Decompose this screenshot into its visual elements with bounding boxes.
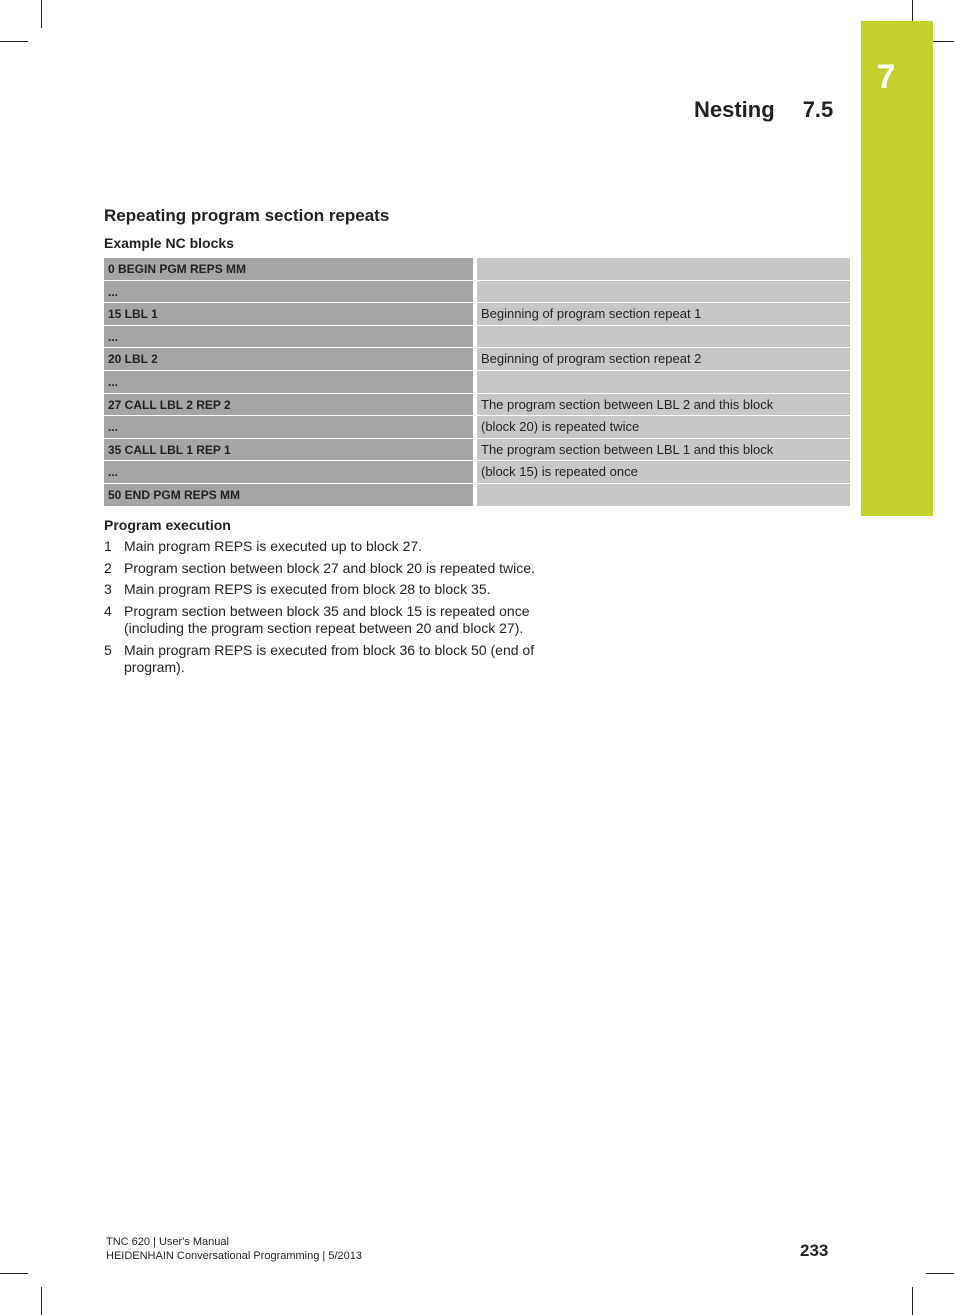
footer-text (106, 1235, 362, 1263)
running-header (694, 97, 833, 123)
step-number: 5 (104, 641, 112, 658)
page-number: 233 (800, 1241, 829, 1260)
footer-line-2: HEIDENHAIN Conversational Programming | 5/2013 (106, 1250, 362, 1262)
nc-comment-cell (477, 371, 850, 394)
list-item (104, 642, 544, 677)
example-heading: Example NC blocks (104, 235, 234, 251)
table-row (104, 484, 850, 507)
step-text: Main program REPS is executed from block 28 to block 35. (124, 581, 491, 597)
nc-code-cell: 0 BEGIN PGM REPS MM (104, 258, 473, 281)
execution-heading: Program execution (104, 517, 231, 533)
step-text: Main program REPS is executed up to block 27. (124, 538, 423, 554)
nc-comment-cell (477, 484, 850, 507)
nc-code-cell: 15 LBL 1 (104, 303, 473, 326)
nc-code-cell: 27 CALL LBL 2 REP 2 (104, 394, 473, 417)
table-row (104, 258, 850, 281)
step-number: 2 (104, 559, 112, 576)
step-text: Program section between block 35 and block 15 is repeated once (including the program section repeat between 20 and block 27). (124, 602, 530, 636)
crop-mark (0, 1273, 28, 1274)
list-item (104, 560, 544, 578)
table-row (104, 416, 850, 439)
table-row (104, 348, 850, 371)
table-row (104, 461, 850, 484)
footer-line-1: TNC 620 | User's Manual (106, 1236, 229, 1248)
list-item (104, 603, 544, 638)
step-text: Program section between block 27 and block 20 is repeated twice. (124, 559, 535, 576)
nc-code-cell: 35 CALL LBL 1 REP 1 (104, 439, 473, 462)
running-header-section-number: 7.5 (802, 97, 834, 122)
table-row (104, 326, 850, 349)
nc-comment-cell: The program section between LBL 1 and this block (477, 439, 850, 462)
step-text: Main program REPS is executed from block 36 to block 50 (end of program). (124, 641, 535, 675)
execution-steps (104, 538, 544, 681)
nc-comment-cell: The program section between LBL 2 and this block (477, 394, 850, 417)
nc-code-cell: ... (104, 326, 473, 349)
nc-code-cell: ... (104, 416, 473, 439)
list-item (104, 581, 544, 599)
step-number: 4 (104, 602, 112, 619)
nc-comment-cell: (block 15) is repeated once (477, 461, 850, 484)
nc-comment-cell: Beginning of program section repeat 1 (477, 303, 850, 326)
crop-mark (926, 1273, 954, 1274)
nc-code-cell: ... (104, 371, 473, 394)
section-title: Repeating program section repeats (104, 206, 390, 225)
table-row (104, 439, 850, 462)
nc-blocks-table (104, 258, 850, 507)
table-row (104, 281, 850, 304)
crop-mark (912, 1287, 913, 1315)
nc-code-cell: 20 LBL 2 (104, 348, 473, 371)
nc-code-cell: 50 END PGM REPS MM (104, 484, 473, 507)
crop-mark (41, 1287, 42, 1315)
nc-code-cell: ... (104, 461, 473, 484)
table-row (104, 371, 850, 394)
nc-comment-cell: Beginning of program section repeat 2 (477, 348, 850, 371)
step-number: 1 (104, 538, 112, 554)
table-row (104, 394, 850, 417)
nc-comment-cell (477, 281, 850, 304)
list-item (104, 538, 544, 556)
crop-mark (41, 0, 42, 28)
chapter-number: 7 (876, 58, 896, 96)
nc-comment-cell: (block 20) is repeated twice (477, 416, 850, 439)
nc-code-cell: ... (104, 281, 473, 304)
table-row (104, 303, 850, 326)
crop-mark (0, 41, 28, 42)
nc-comment-cell (477, 258, 850, 281)
running-header-title: Nesting (694, 97, 775, 122)
nc-comment-cell (477, 326, 850, 349)
step-number: 3 (104, 581, 112, 597)
